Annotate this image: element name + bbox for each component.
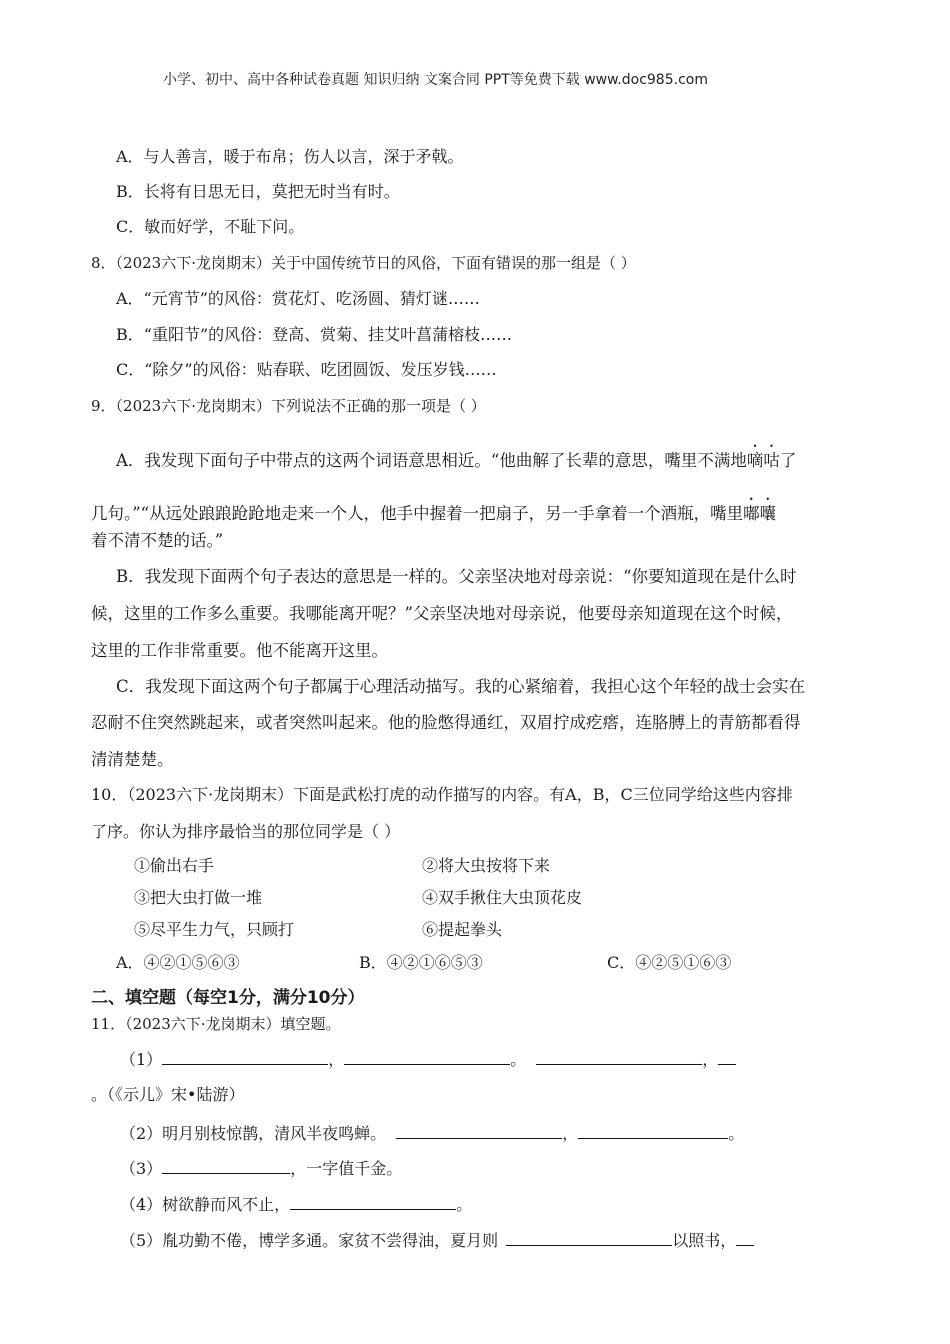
q9-option-c-line1: C．我发现下面这两个句子都属于心理活动描写。我的心紧缩着，我担心这个年轻的战士会实在 <box>116 677 806 696</box>
blank-5-2[interactable] <box>736 1229 754 1246</box>
q11-p2-text: （2）明月别枝惊鹊，清风半夜鸣蝉。 <box>120 1124 387 1143</box>
blank-3-1[interactable] <box>162 1157 290 1174</box>
q10-option-c: C．④②⑤①⑥③ <box>607 953 732 972</box>
q11-p1-comma: ， <box>328 1050 345 1069</box>
q9-option-a-line2 <box>91 495 776 525</box>
blank-2-1[interactable] <box>396 1122 562 1139</box>
section-title-fill-in: 二、填空题（每空1分，满分10分） <box>91 988 365 1008</box>
q10-item-4: ④双手揪住大虫顶花皮 <box>422 888 583 907</box>
blank-2-2[interactable] <box>578 1122 728 1139</box>
q8-option-a: A．“元宵节”的风俗：赏花灯、吃汤圆、猜灯谜…… <box>116 289 480 308</box>
q10-item-2: ②将大虫按将下来 <box>422 856 551 875</box>
q9-stem: 9．（2023六下·龙岗期末）下列说法不正确的那一项是（ ） <box>91 397 486 415</box>
q10-item-3: ③把大虫打做一堆 <box>134 888 263 907</box>
q11-p4-period: 。 <box>456 1195 473 1214</box>
q8-stem: 8．（2023六下·龙岗期末）关于中国传统节日的风俗，下面有错误的那一组是（ ） <box>91 254 636 272</box>
q9-option-a-line1 <box>116 442 796 472</box>
blank-4-1[interactable] <box>290 1193 456 1210</box>
q11-p3-text: ，一字值千金。 <box>290 1159 403 1178</box>
q11-p2-period: 。 <box>728 1124 745 1143</box>
q11-p3-label: （3） <box>120 1159 163 1178</box>
q9-option-b-line2: 候，这里的工作多么重要。我哪能离开呢？”父亲坚决地对母亲说，他要母亲知道现在这个时候， <box>91 604 793 623</box>
q8-option-c: C．“除夕”的风俗：贴春联、吃团圆饭、发压岁钱…… <box>116 360 497 379</box>
blank-5-1[interactable] <box>506 1229 672 1246</box>
q11-p5-text: （5）胤功勤不倦，博学多通。家贫不尝得油，夏月则 <box>120 1231 499 1250</box>
q10-item-1: ①偷出右手 <box>134 856 215 875</box>
q9-option-b-line1: B．我发现下面两个句子表达的意思是一样的。父亲坚决地对母亲说：“你要知道现在是什么时 <box>116 567 797 586</box>
q11-part5 <box>120 1229 754 1252</box>
q9-a2-text: 几句。”“从远处踉踉跄跄地走来一个人，他手中握着一把扇子，另一手拿着一个酒瓶，嘴里 <box>91 504 744 523</box>
q9-option-c-line3: 清清楚楚。 <box>91 750 174 769</box>
q11-p5-mid: 以照书， <box>672 1231 737 1250</box>
q11-part3 <box>120 1157 402 1180</box>
q11-part4 <box>120 1193 472 1216</box>
q11-part2 <box>120 1122 744 1145</box>
q7-option-a: A．与人善言，暖于布帛；伤人以言，深于矛戟。 <box>116 147 464 166</box>
blank-1-4[interactable] <box>718 1048 736 1065</box>
q11-part1-end: 。（《示儿》宋•陆游） <box>91 1085 245 1104</box>
q9-option-c-line2: 忍耐不住突然跳起来，或者突然叫起来。他的脸憋得通红，双眉拧成疙瘩，连胳膊上的青筋都看得 <box>91 713 801 732</box>
q9-a-end: 了 <box>779 451 797 470</box>
q10-item-6: ⑥提起拳头 <box>422 920 503 939</box>
q11-p1-label: （1） <box>120 1050 163 1069</box>
q11-p1-comma2: ， <box>702 1050 719 1069</box>
blank-1-2[interactable] <box>344 1048 510 1065</box>
q11-stem: 11．（2023六下·龙岗期末）填空题。 <box>91 1015 341 1033</box>
q10-option-b: B．④②①⑥⑤③ <box>359 953 483 972</box>
q11-p2-comma: ， <box>562 1124 579 1143</box>
blank-1-3[interactable] <box>536 1048 702 1065</box>
q9-option-b-line3: 这里的工作非常重要。他不能离开这里。 <box>91 641 388 660</box>
blank-1-1[interactable] <box>162 1048 328 1065</box>
q9-a2-dotted-word: 嘟囔 <box>743 504 777 523</box>
q9-a-dotted-word: 嘀咕 <box>746 451 780 470</box>
q9-option-a-line3: 着不清不楚的话。” <box>91 531 224 550</box>
q11-p1-period: 。 <box>510 1050 527 1069</box>
q11-part1 <box>120 1048 736 1071</box>
q7-option-b: B．长将有日思无日，莫把无时当有时。 <box>116 182 400 201</box>
q10-item-5: ⑤尽平生力气，只顾打 <box>134 920 295 939</box>
q9-a-text: A．我发现下面句子中带点的这两个词语意思相近。“他曲解了长辈的意思，嘴里不满地 <box>116 451 747 470</box>
q8-option-b: B．“重阳节”的风俗：登高、赏菊、挂艾叶菖蒲榕枝…… <box>116 325 513 344</box>
q11-p4-text: （4）树欲静而风不止， <box>120 1195 291 1214</box>
q7-option-c: C．敏而好学，不耻下问。 <box>116 217 305 236</box>
q10-stem-line1: 10．（2023六下·龙岗期末）下面是武松打虎的动作描写的内容。有A，B，C三位同学给这些内容排 <box>91 785 793 804</box>
q10-stem-line2: 了序。你认为排序最恰当的那位同学是（ ） <box>91 822 401 841</box>
q10-option-a: A．④②①⑤⑥③ <box>116 953 240 972</box>
page-header: 小学、初中、高中各种试卷真题 知识归纳 文案合同 PPT等免费下载 www.doc985.com <box>163 72 708 88</box>
